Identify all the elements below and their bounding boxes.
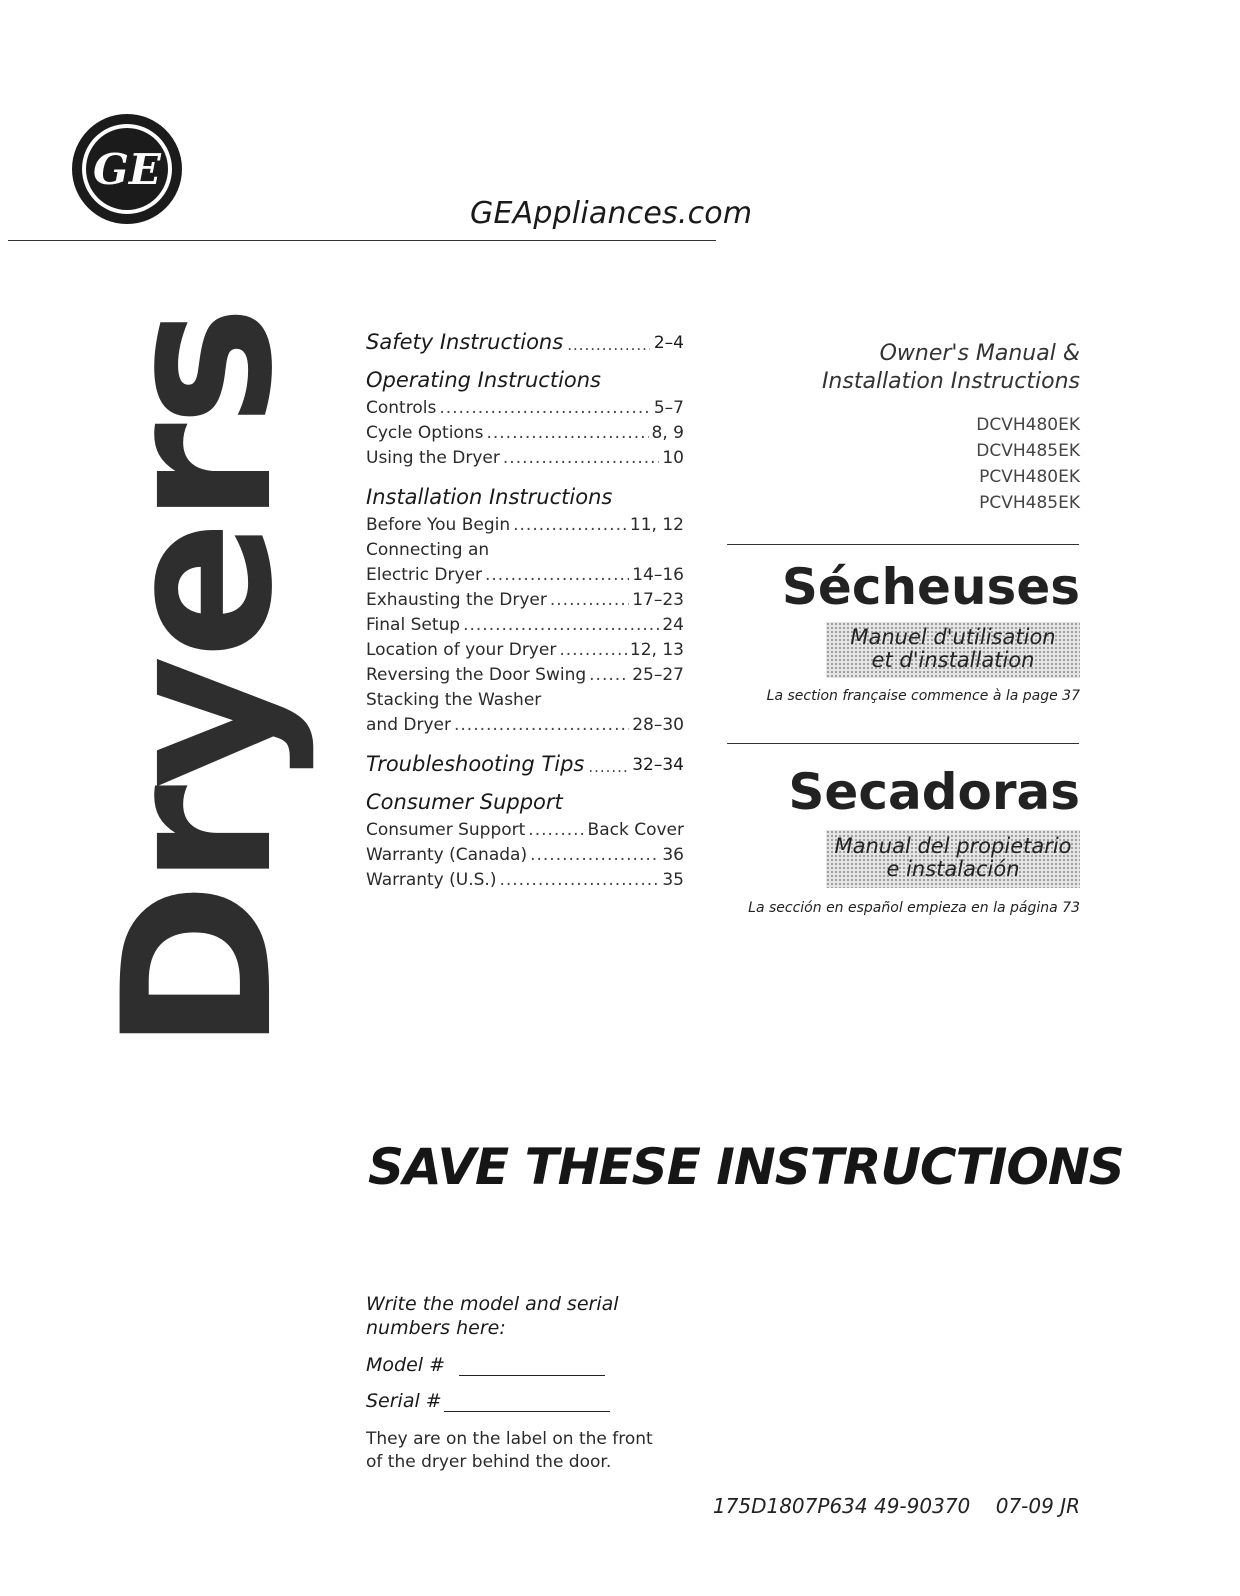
- toc-pages: 2–4: [653, 333, 684, 353]
- spanish-title: Secadoras: [788, 763, 1080, 821]
- section-divider: [727, 544, 1079, 545]
- toc-item: Stacking the Washer: [366, 690, 542, 710]
- toc-item: Final Setup ..... 24: [366, 613, 684, 638]
- toc-pages: 32–34: [632, 755, 684, 775]
- record-note-line-2: of the dryer behind the door.: [366, 1452, 612, 1472]
- toc-consumer: [366, 790, 684, 893]
- toc-item: Consumer Support ..... Back Cover: [366, 818, 684, 843]
- vertical-title: [80, 308, 319, 1052]
- save-instructions-heading: SAVE THESE INSTRUCTIONS: [368, 1138, 1124, 1196]
- toc-item: Before You Begin ..... 11, 12: [366, 513, 684, 538]
- toc-item: Reversing the Door Swing ..... 25–27: [366, 663, 684, 688]
- website-url: GEAppliances.com: [470, 196, 753, 231]
- model-list: [860, 412, 1080, 516]
- title-text: Dryers: [80, 308, 319, 1052]
- toc-item: Warranty (Canada) ..... 36: [366, 843, 684, 868]
- spanish-note: La sección en español empieza en la página 73: [748, 900, 1080, 916]
- model-field: [366, 1354, 666, 1376]
- model-label: Model #: [366, 1354, 446, 1376]
- toc-item: Using the Dryer ..... 10: [366, 446, 684, 471]
- toc-item: Connecting an: [366, 540, 490, 560]
- toc-item: Controls ..... 5–7: [366, 396, 684, 421]
- manual-line-2: Installation Instructions: [821, 369, 1080, 394]
- record-section: [366, 1292, 666, 1474]
- ge-logo: [70, 112, 184, 226]
- toc-troubleshooting: [366, 752, 684, 776]
- toc-item: Location of your Dryer ..... 12, 13: [366, 638, 684, 663]
- doc-code: 49-90370: [873, 1494, 971, 1518]
- header-divider: [8, 240, 716, 241]
- toc-heading-operating: Operating Instructions: [366, 368, 601, 392]
- toc-operating: [366, 368, 684, 471]
- model-number: DCVH485EK: [976, 441, 1080, 461]
- model-number: PCVH480EK: [979, 467, 1080, 487]
- model-number: PCVH485EK: [979, 493, 1080, 513]
- logo-text: GE: [93, 145, 161, 194]
- toc-item: Electric Dryer ..... 14–16: [366, 563, 684, 588]
- footer-code: [700, 1494, 1080, 1518]
- record-note: [366, 1428, 666, 1474]
- toc-heading-safety: Safety Instructions: [366, 330, 564, 354]
- table-of-contents: [366, 330, 684, 907]
- toc-item: Exhausting the Dryer ..... 17–23: [366, 588, 684, 613]
- manual-title: [760, 340, 1080, 396]
- toc-item: and Dryer ..... 28–30: [366, 713, 684, 738]
- record-note-line-1: They are on the label on the front: [366, 1429, 653, 1449]
- toc-installation: [366, 485, 684, 738]
- toc-item: Warranty (U.S.) ..... 35: [366, 868, 684, 893]
- serial-blank-line: [444, 1391, 610, 1412]
- toc-item: Cycle Options ..... 8, 9: [366, 421, 684, 446]
- spanish-subtitle: [826, 830, 1080, 888]
- spanish-subtitle-line-2: e instalación: [886, 857, 1020, 881]
- model-blank-line: [459, 1355, 605, 1376]
- french-title: Sécheuses: [781, 558, 1080, 616]
- record-prompt-line-2: numbers here:: [366, 1317, 506, 1339]
- section-divider: [727, 743, 1079, 744]
- french-subtitle-line-2: et d'installation: [871, 648, 1035, 672]
- doc-date: 07-09 JR: [995, 1494, 1080, 1518]
- toc-safety: [366, 330, 684, 354]
- spanish-subtitle-line-1: Manual del propietario: [834, 834, 1072, 858]
- toc-heading-installation: Installation Instructions: [366, 485, 613, 509]
- french-subtitle-line-1: Manuel d'utilisation: [850, 625, 1056, 649]
- serial-label: Serial #: [366, 1390, 442, 1412]
- serial-field: [366, 1390, 666, 1412]
- record-prompt-line-1: Write the model and serial: [366, 1293, 619, 1315]
- model-number: DCVH480EK: [976, 415, 1080, 435]
- toc-heading-consumer: Consumer Support: [366, 790, 563, 814]
- french-subtitle: [826, 622, 1080, 678]
- toc-heading-troubleshooting: Troubleshooting Tips: [366, 752, 585, 776]
- part-number: 175D1807P634: [712, 1494, 868, 1518]
- manual-line-1: Owner's Manual &: [879, 341, 1080, 366]
- french-note: La section française commence à la page 37: [766, 688, 1080, 704]
